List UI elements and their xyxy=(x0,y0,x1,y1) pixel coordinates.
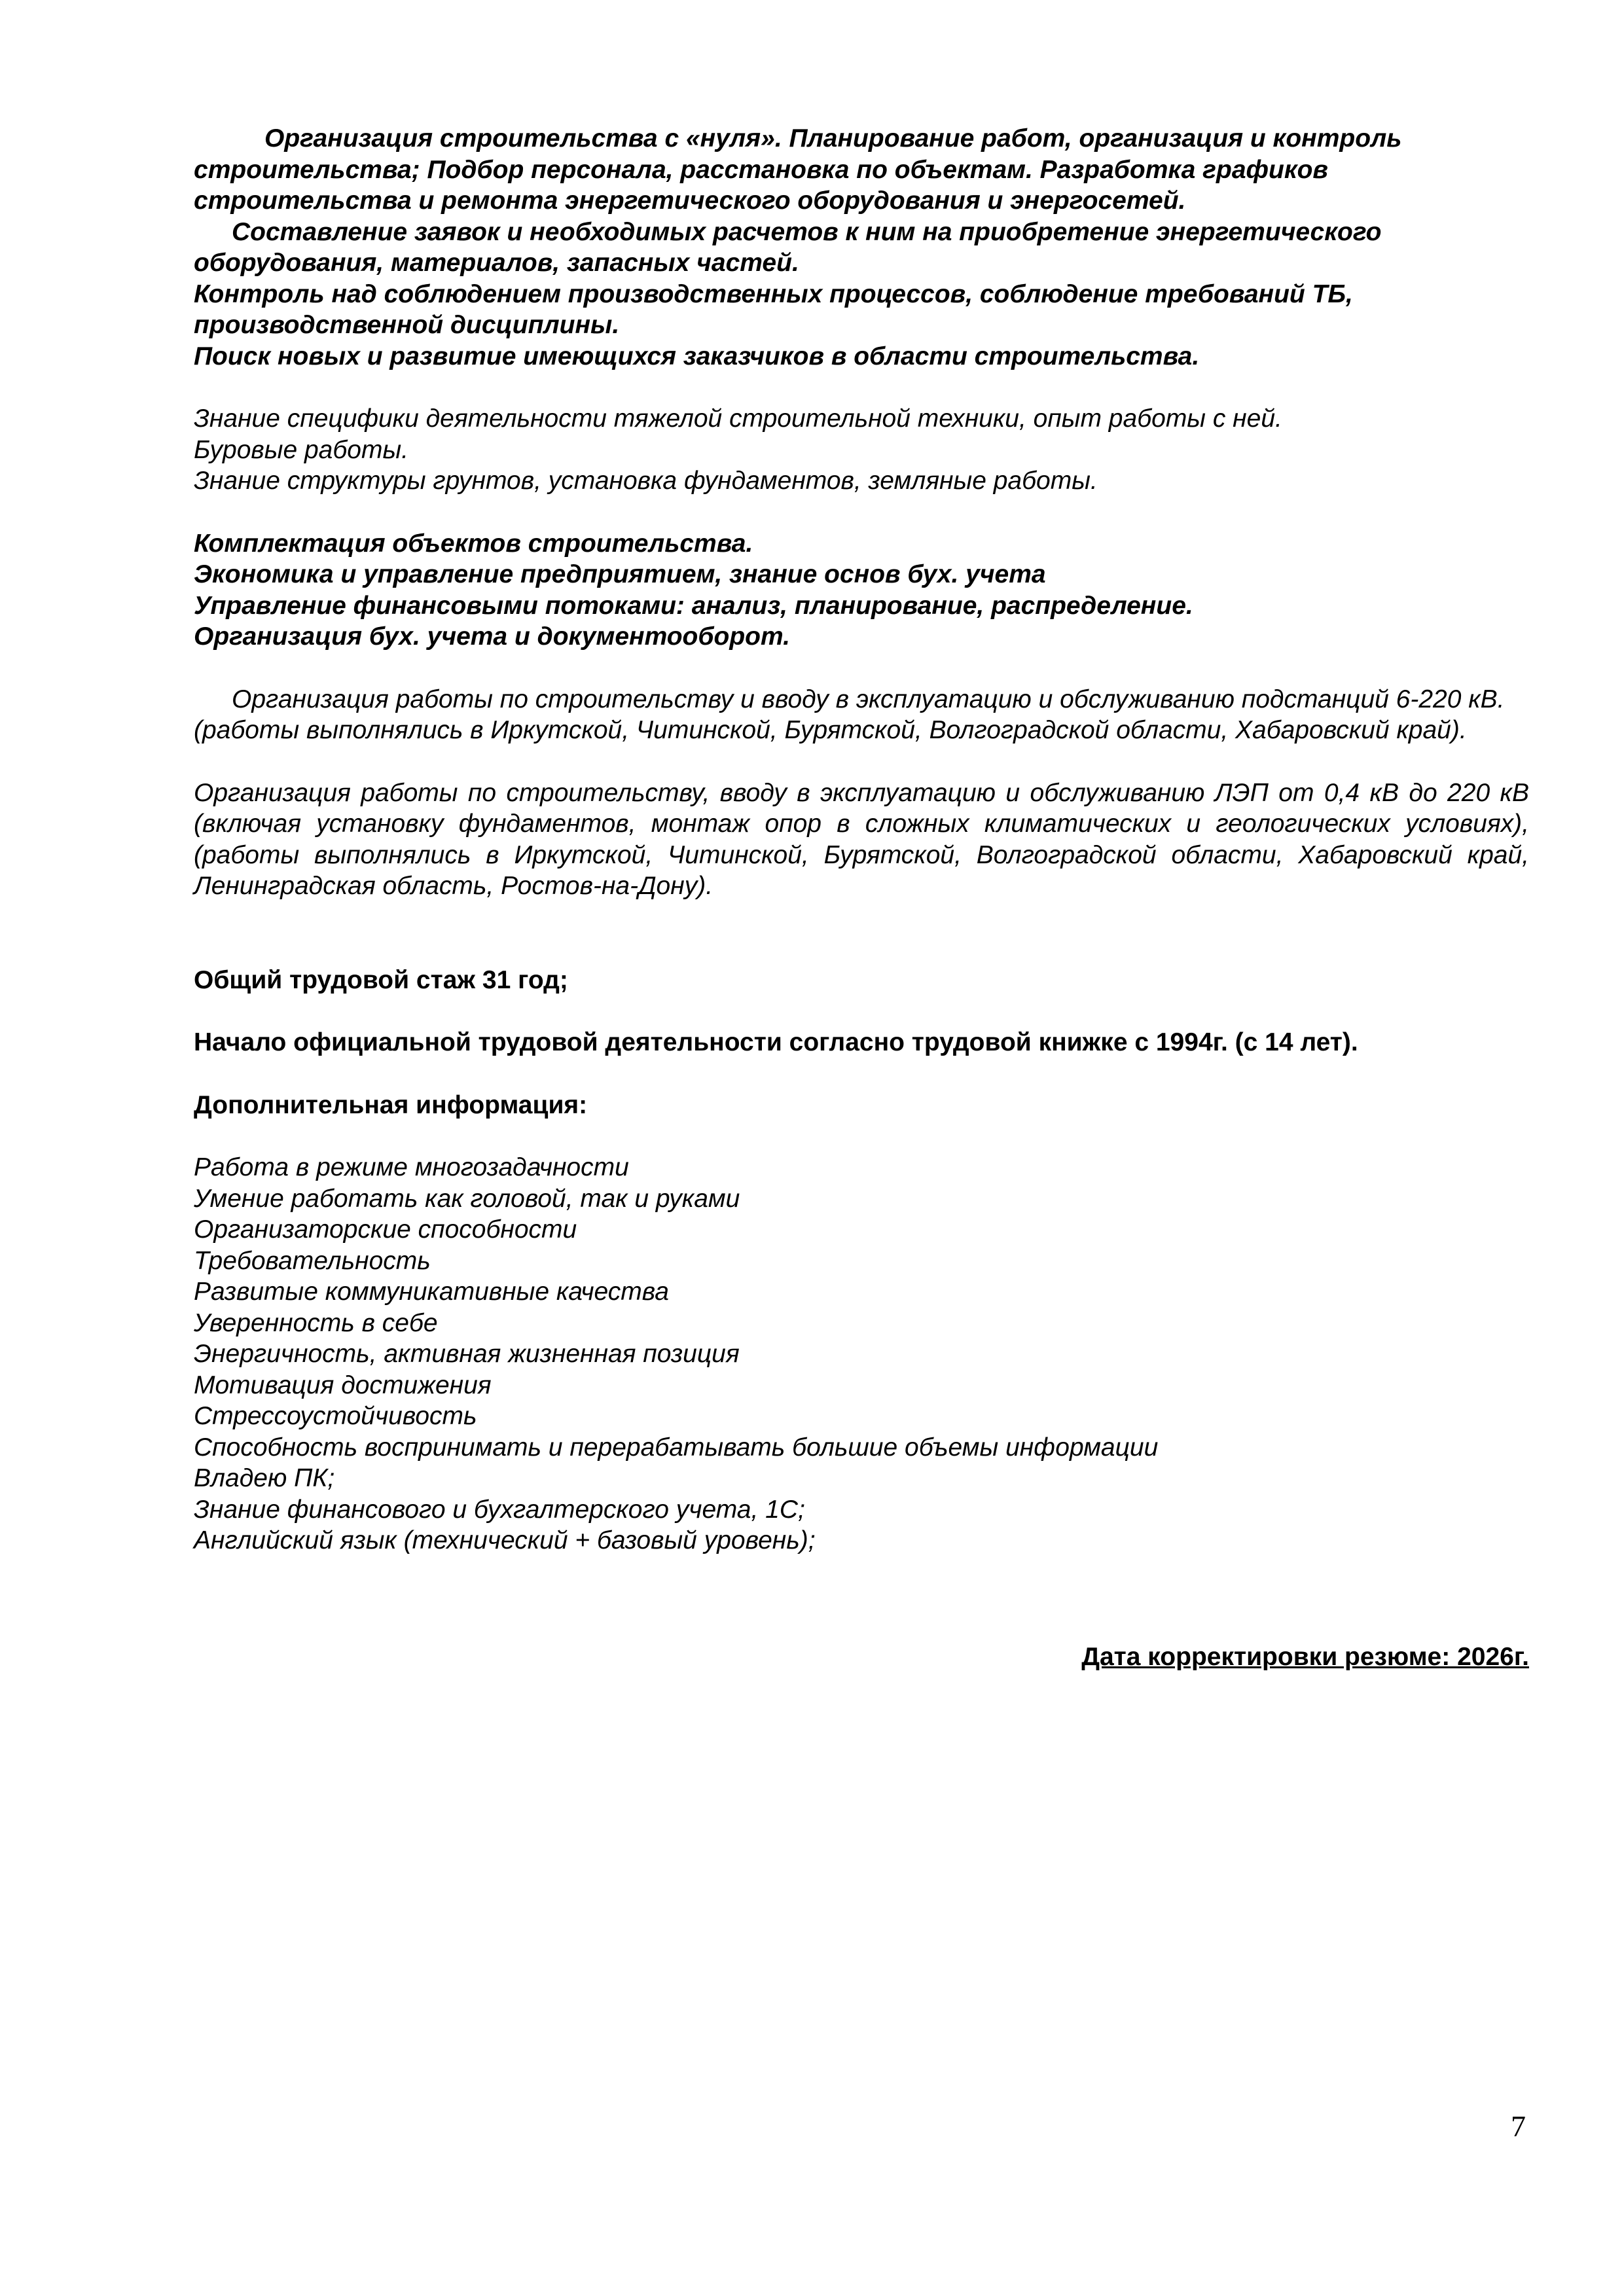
list-item: Владею ПК; xyxy=(194,1464,335,1492)
accounting-organization-line: Организация бух. учета и документооборот. xyxy=(194,622,790,651)
list-item: Энергичность, активная жизненная позиция xyxy=(194,1340,740,1368)
power-lines-paragraph: Организация работы по строительству, вводу в эксплуатацию и обслуживанию ЛЭП от 0,4 кВ до 220 кВ (включая установку фундаментов, монтаж опор в сложных климатических и геологических условиях), (работы выполнялись в Иркутской, Читинской, Бурятской, Волгоградской области, Хабаровский край, Ленинградская область, Ростов-на-Дону). xyxy=(194,778,1529,900)
production-control-paragraph: Контроль над соблюдением производственных процессов, соблюдение требований ТБ, производственной дисциплины. xyxy=(194,279,1353,339)
responsibilities-section xyxy=(194,123,1529,372)
additional-info-heading: Дополнительная информация: xyxy=(194,1090,588,1119)
soil-structure-line: Знание структуры грунтов, установка фундаментов, земляные работы. xyxy=(194,467,1098,495)
list-item: Стрессоустойчивость xyxy=(194,1402,477,1430)
additional-info-list xyxy=(194,1152,1529,1556)
list-item: Знание финансового и бухгалтерского учета, 1С; xyxy=(194,1495,805,1524)
page-content xyxy=(194,123,1529,1672)
list-item: Развитые коммуникативные качества xyxy=(194,1278,669,1306)
spacer xyxy=(194,1121,1529,1152)
construction-organization-paragraph: Организация строительства с «нуля». Планирование работ, организация и контроль строительства; Подбор персонала, расстановка по объектам. Разработка графиков строительства и ремонта энергетического оборудования и энергосетей. xyxy=(194,124,1402,215)
spacer xyxy=(194,653,1529,684)
object-equipment-line: Комплектация объектов строительства. xyxy=(194,529,753,558)
spacer xyxy=(194,1556,1529,1641)
heavy-machinery-line: Знание специфики деятельности тяжелой строительной техники, опыт работы с ней. xyxy=(194,404,1282,433)
projects-section xyxy=(194,684,1529,902)
financial-flows-line: Управление финансовыми потоками: анализ, планирование, распределение. xyxy=(194,591,1193,620)
list-item: Работа в режиме многозадачности xyxy=(194,1153,629,1181)
total-experience: Общий трудовой стаж 31 год; xyxy=(194,965,568,994)
spacer xyxy=(194,902,1529,965)
spacer xyxy=(194,1058,1529,1090)
procurement-requests-paragraph: Составление заявок и необходимых расчетов к ним на приобретение энергетического оборудования, материалов, запасных частей. xyxy=(194,217,1382,277)
page-number: 7 xyxy=(1511,2109,1526,2143)
spacer xyxy=(194,996,1529,1027)
drilling-line: Буровые работы. xyxy=(194,435,409,464)
technical-knowledge-section xyxy=(194,403,1529,497)
work-start-date: Начало официальной трудовой деятельности согласно трудовой книжке с 1994г. (с 14 лет). xyxy=(194,1028,1358,1056)
economics-line: Экономика и управление предприятием, знание основ бух. учета xyxy=(194,560,1046,588)
management-section xyxy=(194,528,1529,653)
substations-paragraph: Организация работы по строительству и вводу в эксплуатацию и обслуживанию подстанций 6-220 кВ. (работы выполнялись в Иркутской, Читинской, Бурятской, Волгоградской области, Хабаровский край). xyxy=(194,685,1505,744)
list-item: Организаторские способности xyxy=(194,1215,577,1244)
spacer xyxy=(194,372,1529,403)
list-item: Требовательность xyxy=(194,1246,431,1275)
resume-revision-date: Дата корректировки резюме: 2026г. xyxy=(1081,1642,1529,1671)
list-item: Уверенность в себе xyxy=(194,1308,438,1337)
list-item: Английский язык (технический + базовый уровень); xyxy=(194,1526,816,1554)
spacer xyxy=(194,497,1529,528)
list-item: Мотивация достижения xyxy=(194,1371,492,1399)
list-item: Умение работать как головой, так и руками xyxy=(194,1184,740,1213)
spacer xyxy=(194,746,1529,778)
list-item: Способность воспринимать и перерабатывать большие объемы информации xyxy=(194,1433,1159,1462)
client-search-paragraph: Поиск новых и развитие имеющихся заказчиков в области строительства. xyxy=(194,342,1200,370)
